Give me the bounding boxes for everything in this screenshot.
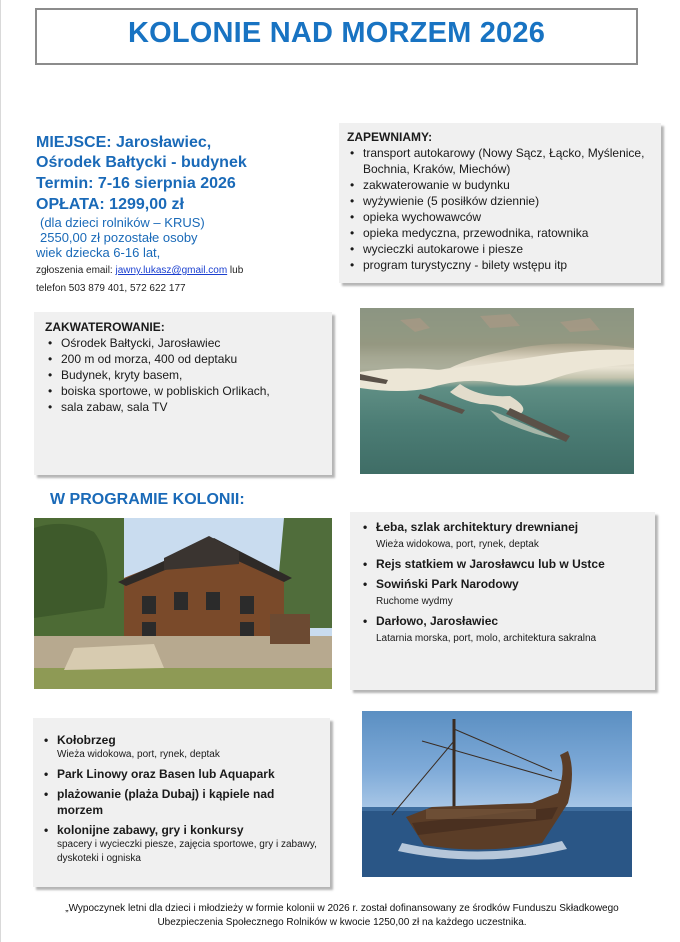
list-item [376, 613, 645, 646]
program-item-desc: Wieża widokowa, port, rynek, deptak [376, 539, 539, 550]
activity-title: • Park Linowy oraz Basen lub Aquapark [57, 767, 275, 781]
list-item: • opieka medyczna, przewodnika, ratownika [363, 225, 653, 241]
activities-list [41, 732, 322, 866]
list-item [376, 576, 645, 609]
viking-ship-illustration [362, 711, 632, 877]
activities-panel [33, 718, 330, 887]
activity-title: • kolonijne zabawy, gry i konkursy [57, 823, 244, 837]
list-item: • Ośrodek Bałtycki, Jarosławiec [61, 335, 322, 351]
program-heading: W PROGRAMIE KOLONII: [50, 491, 245, 508]
viking-ship-photo [362, 711, 632, 877]
email-suffix: lub [227, 265, 244, 276]
list-item [57, 822, 322, 866]
list-item [376, 556, 645, 572]
list-item [376, 519, 645, 552]
accommodation-heading: ZAKWATEROWANIE: [45, 320, 165, 334]
holiday-house-illustration [34, 518, 332, 689]
coast-aerial-illustration [360, 308, 634, 474]
place-line-1: MIEJSCE: Jarosławiec, [36, 134, 212, 151]
program-item-desc: Latarnia morska, port, molo, architektura sakralna [376, 633, 597, 644]
title-box [35, 8, 638, 65]
contact-phone: telefon 503 879 401, 572 622 177 [36, 283, 186, 294]
email-link[interactable]: jawny.lukasz@gmail.com [115, 265, 228, 276]
activity-title: • plażowanie (plaża Dubaj) i kąpiele nad morzem [57, 787, 275, 817]
page-edge [0, 0, 1, 942]
fee-other: 2550,00 zł pozostałe osoby [40, 230, 198, 245]
list-item: • wyżywienie (5 posiłków dziennie) [363, 193, 653, 209]
program-item-title: • Sowiński Park Narodowy [376, 577, 519, 591]
activity-title: • Kołobrzeg [57, 733, 116, 747]
list-item: • transport autokarowy (Nowy Sącz, Łącko, Myślenice, Bochnia, Kraków, Miechów) [363, 145, 653, 177]
program-item-title: • Darłowo, Jarosławiec [376, 614, 499, 628]
program-panel [350, 512, 655, 690]
provide-heading: ZAPEWNIAMY: [347, 130, 433, 144]
program-item-title: • Łeba, szlak architektury drewnianej [376, 520, 579, 534]
provide-panel [339, 123, 661, 283]
list-item: • opieka wychowawców [363, 209, 653, 225]
accommodation-list [45, 335, 322, 415]
holiday-house-photo [34, 518, 332, 689]
footer-line-2: Ubezpieczenia Społecznego Rolników w kwocie 1250,00 zł na każdego uczestnika. [157, 917, 527, 928]
list-item: • program turystyczny - bilety wstępu itp [363, 257, 653, 273]
info-block [36, 133, 336, 296]
list-item: • Budynek, kryty basem, [61, 367, 322, 383]
email-prefix: zgłoszenia email: [36, 265, 116, 276]
fee: OPŁATA: 1299,00 zł [36, 196, 184, 213]
list-item: • 200 m od morza, 400 od deptaku [61, 351, 322, 367]
program-list [360, 519, 645, 646]
list-item: • boiska sportowe, w pobliskich Orlikach, [61, 383, 322, 399]
fee-note: (dla dzieci rolników – KRUS) [40, 215, 205, 230]
list-item: • sala zabaw, sala TV [61, 399, 322, 415]
list-item [57, 786, 322, 818]
provide-list [347, 145, 653, 273]
list-item [57, 732, 322, 762]
list-item: • wycieczki autokarowe i piesze [363, 241, 653, 257]
page-title: KOLONIE NAD MORZEM 2026 [127, 17, 546, 49]
accommodation-panel [34, 312, 332, 475]
program-item-desc: Ruchome wydmy [376, 596, 453, 607]
term: Termin: 7-16 sierpnia 2026 [36, 175, 236, 192]
activity-desc: spacery i wycieczki piesze, zajęcia sportowe, gry i zabawy, dyskoteki i ogniska [57, 839, 317, 864]
coast-aerial-photo [360, 308, 634, 474]
program-item-title: • Rejs statkiem w Jarosławcu lub w Ustce [376, 557, 605, 571]
footer-line-1: „Wypoczynek letni dla dzieci i młodzieży w formie kolonii w 2026 r. został dofinansowany ze środków Funduszu Składkowego [65, 903, 619, 914]
funding-footer [22, 902, 662, 930]
list-item: • zakwaterowanie w budynku [363, 177, 653, 193]
contact-email-line [36, 264, 336, 278]
list-item [57, 766, 322, 782]
activity-desc: Wieża widokowa, port, rynek, deptak [57, 749, 220, 760]
age-range: wiek dziecka 6-16 lat, [36, 245, 161, 260]
place-line-2: Ośrodek Bałtycki - budynek [36, 154, 247, 171]
